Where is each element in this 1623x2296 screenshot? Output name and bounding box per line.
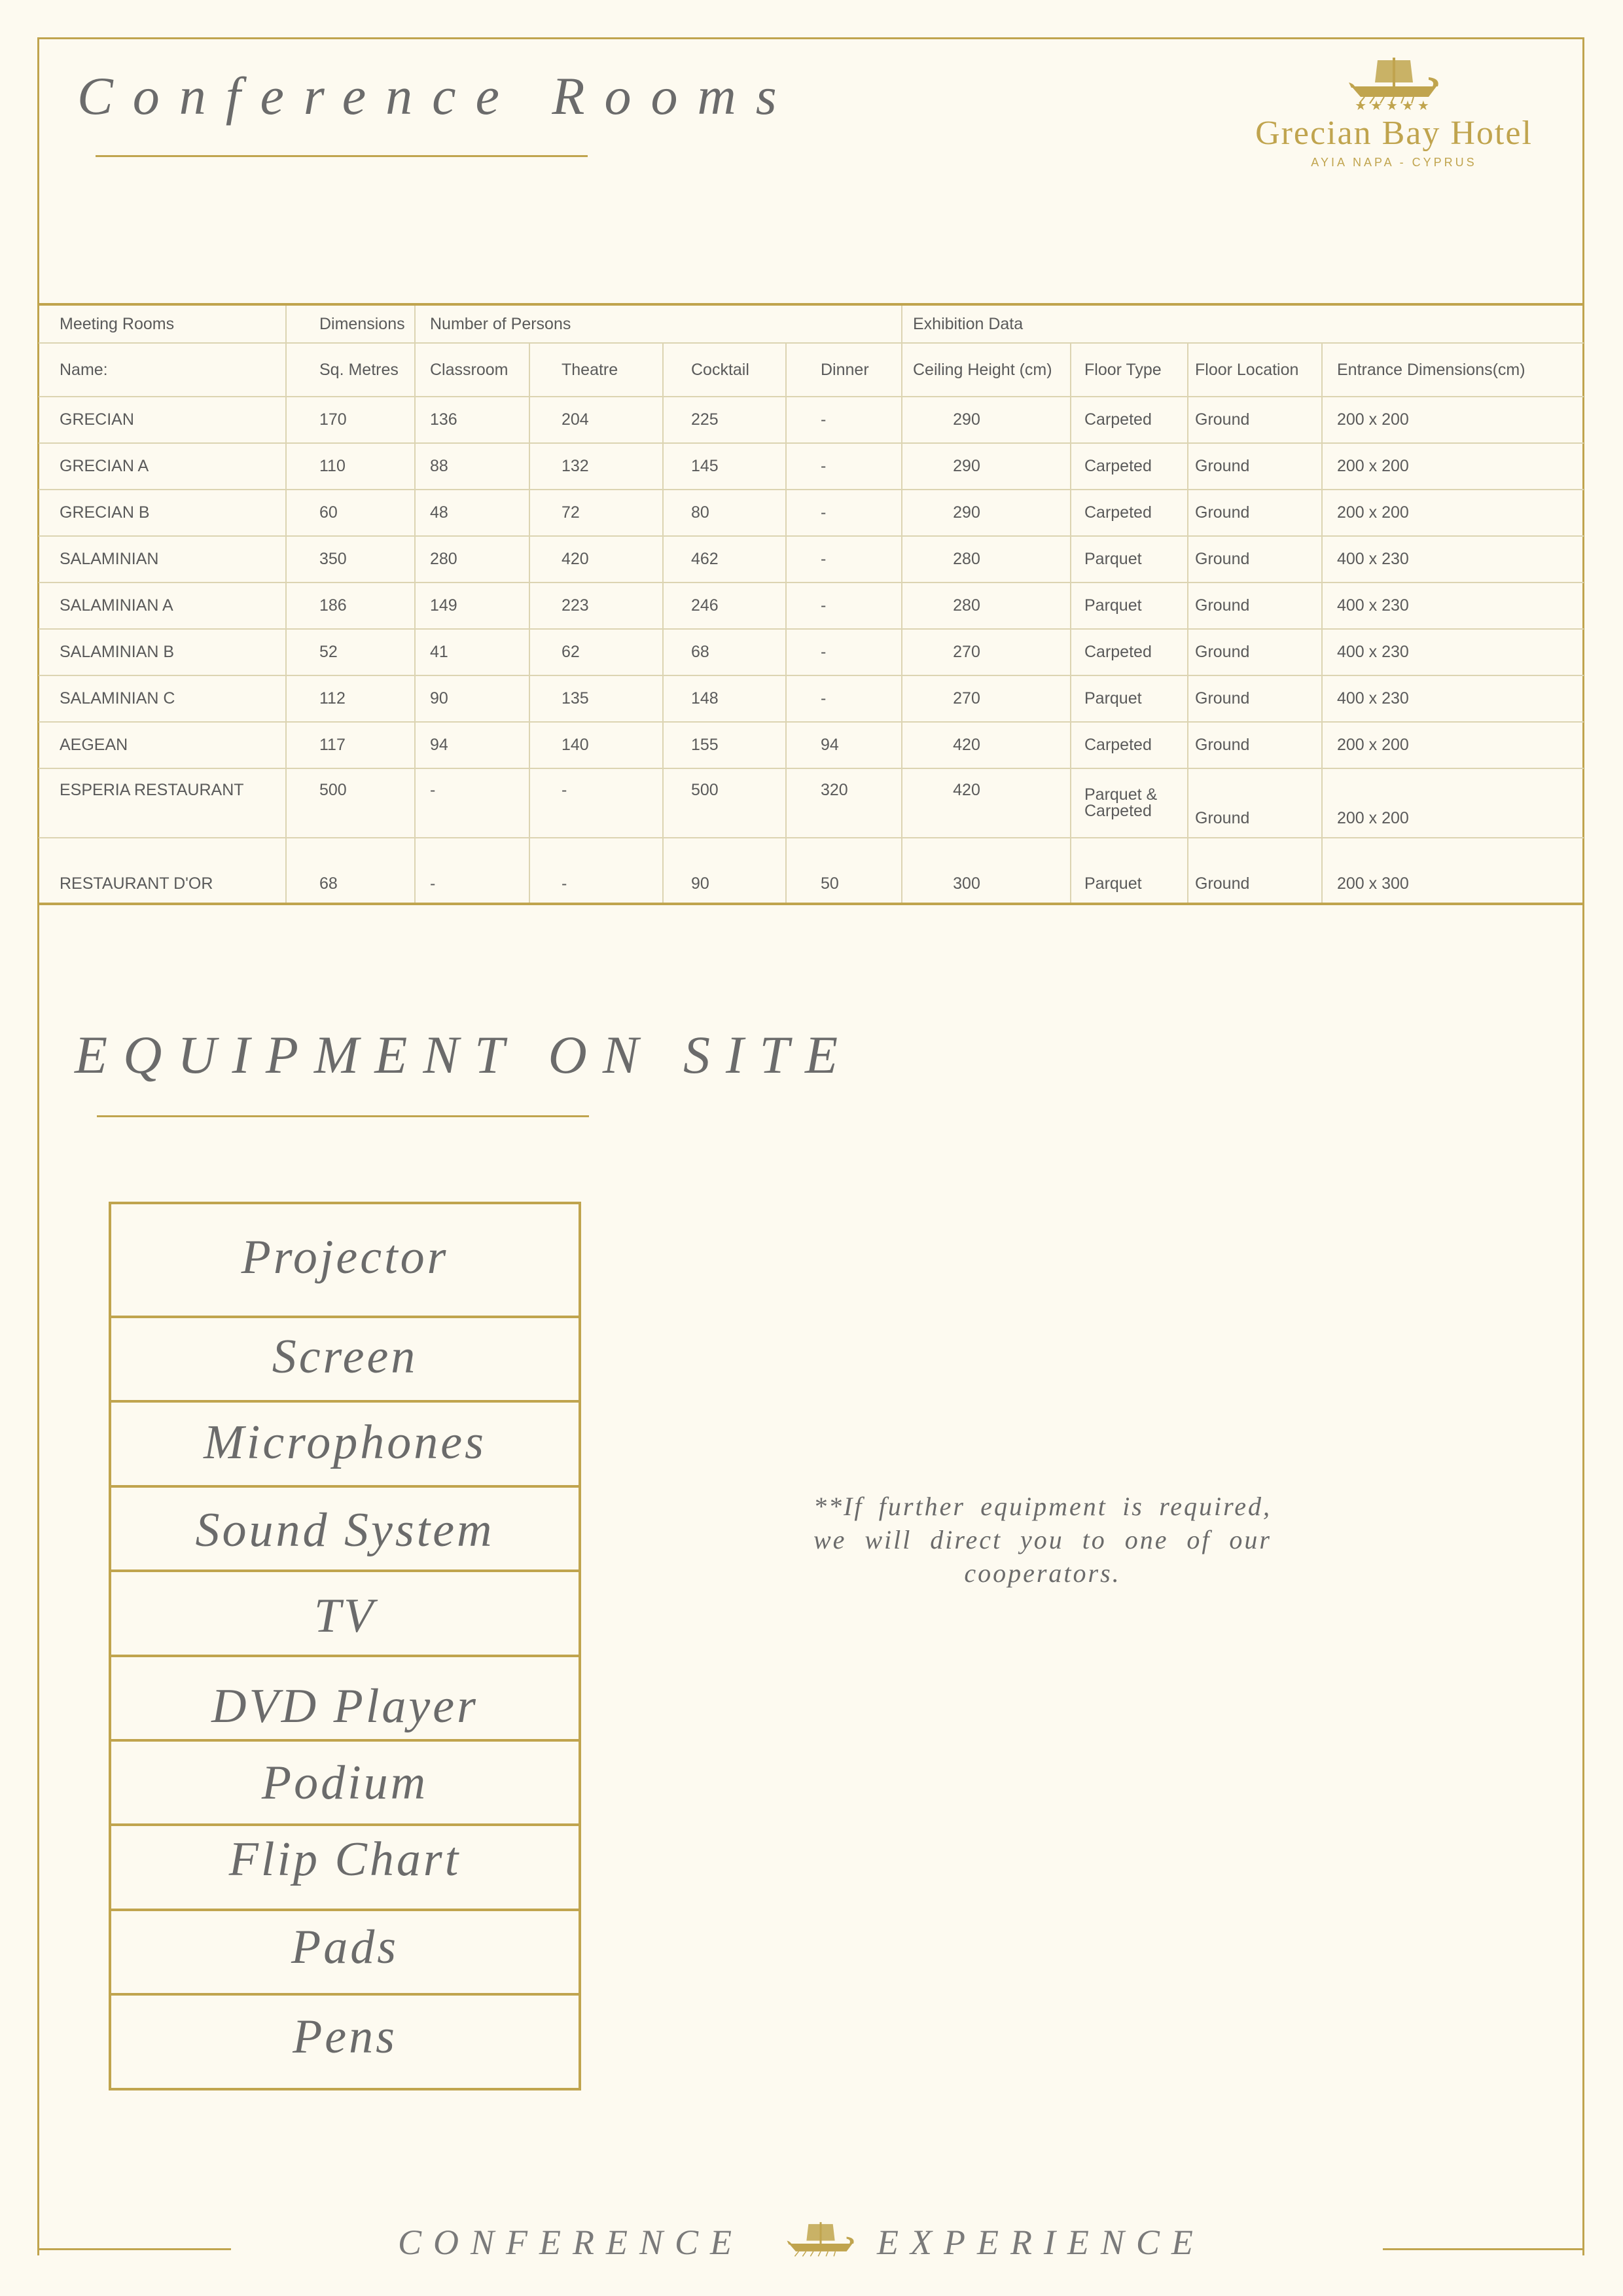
table-cell: 132 xyxy=(529,443,663,490)
group-header-dimensions: Dimensions xyxy=(286,304,415,343)
table-cell: GRECIAN xyxy=(39,397,286,443)
equipment-item: Pads xyxy=(111,1911,579,1996)
equipment-item: TV xyxy=(111,1572,579,1657)
page-frame-top xyxy=(37,37,1584,39)
table-cell: 135 xyxy=(529,675,663,722)
table-cell: Parquet & Carpeted xyxy=(1071,768,1188,838)
table-cell: Parquet xyxy=(1071,583,1188,629)
table-cell: Parquet xyxy=(1071,675,1188,722)
table-cell: 300 xyxy=(902,838,1071,904)
table-cell: SALAMINIAN A xyxy=(39,583,286,629)
table-cell: Carpeted xyxy=(1071,722,1188,768)
column-header: Ceiling Height (cm) xyxy=(902,343,1071,397)
table-cell: 500 xyxy=(286,768,415,838)
table-row xyxy=(39,443,1584,490)
table-cell: 136 xyxy=(415,397,529,443)
ship-icon xyxy=(1345,58,1443,105)
table-cell: 223 xyxy=(529,583,663,629)
column-header: Floor Location xyxy=(1188,343,1322,397)
table-cell: 90 xyxy=(415,675,529,722)
table-cell: AEGEAN xyxy=(39,722,286,768)
equipment-item: Screen xyxy=(111,1318,579,1403)
table-cell: 420 xyxy=(902,722,1071,768)
table-cell: 320 xyxy=(786,768,902,838)
table-cell: 60 xyxy=(286,490,415,536)
table-row xyxy=(39,768,1584,838)
table-cell: 290 xyxy=(902,443,1071,490)
equipment-item: DVD Player xyxy=(111,1657,579,1742)
equipment-item: Flip Chart xyxy=(111,1826,579,1911)
table-cell: 200 x 200 xyxy=(1322,397,1584,443)
table-row xyxy=(39,536,1584,583)
equipment-list xyxy=(109,1202,581,2090)
table-cell: Ground xyxy=(1188,768,1322,838)
title-underline xyxy=(96,155,588,157)
table-cell: 200 x 200 xyxy=(1322,722,1584,768)
table-cell: 140 xyxy=(529,722,663,768)
table-cell: ESPERIA RESTAURANT xyxy=(39,768,286,838)
hotel-name: Grecian Bay Hotel xyxy=(1255,115,1533,152)
ship-icon xyxy=(784,2218,857,2261)
hotel-logo xyxy=(1224,58,1564,182)
column-header: Dinner xyxy=(786,343,902,397)
table-cell: GRECIAN A xyxy=(39,443,286,490)
table-cell: - xyxy=(786,443,902,490)
table-cell: Ground xyxy=(1188,397,1322,443)
table-cell: 290 xyxy=(902,490,1071,536)
table-cell: SALAMINIAN B xyxy=(39,629,286,675)
table-cell: 68 xyxy=(663,629,786,675)
table-cell: 68 xyxy=(286,838,415,904)
table-cell: Carpeted xyxy=(1071,443,1188,490)
group-header-exhibition-data: Exhibition Data xyxy=(902,304,1584,343)
table-cell: - xyxy=(786,583,902,629)
equipment-item: Microphones xyxy=(111,1403,579,1488)
column-header: Theatre xyxy=(529,343,663,397)
page-frame-bottom-right xyxy=(1383,2248,1584,2250)
table-cell: 280 xyxy=(415,536,529,583)
table-cell: Carpeted xyxy=(1071,629,1188,675)
table-cell: SALAMINIAN C xyxy=(39,675,286,722)
table-cell: - xyxy=(415,768,529,838)
equipment-underline xyxy=(97,1115,589,1117)
table-cell: 246 xyxy=(663,583,786,629)
table-cell: 280 xyxy=(902,536,1071,583)
table-cell: - xyxy=(786,675,902,722)
table-cell: 41 xyxy=(415,629,529,675)
group-header-number-of-persons: Number of Persons xyxy=(415,304,902,343)
page-frame-bottom-left xyxy=(37,2248,231,2250)
table-cell: 270 xyxy=(902,675,1071,722)
table-row xyxy=(39,490,1584,536)
column-header: Cocktail xyxy=(663,343,786,397)
table-cell: - xyxy=(786,490,902,536)
table-cell: 400 x 230 xyxy=(1322,583,1584,629)
table-cell: 200 x 200 xyxy=(1322,443,1584,490)
equipment-note: **If further equipment is required, we will direct you to one of our cooperators. xyxy=(813,1492,1272,1588)
table-cell: 90 xyxy=(663,838,786,904)
table-cell: 420 xyxy=(529,536,663,583)
column-header: Floor Type xyxy=(1071,343,1188,397)
table-cell: 290 xyxy=(902,397,1071,443)
table-cell: 72 xyxy=(529,490,663,536)
column-header: Entrance Dimensions(cm) xyxy=(1322,343,1584,397)
table-cell: Ground xyxy=(1188,536,1322,583)
table-cell: 148 xyxy=(663,675,786,722)
table-cell: 48 xyxy=(415,490,529,536)
table-cell: Parquet xyxy=(1071,838,1188,904)
table-row xyxy=(39,629,1584,675)
table-row xyxy=(39,838,1584,904)
hotel-location: AYIA NAPA - CYPRUS xyxy=(1311,156,1477,169)
table-row xyxy=(39,722,1584,768)
column-header: Classroom xyxy=(415,343,529,397)
table-cell: 420 xyxy=(902,768,1071,838)
table-cell: 170 xyxy=(286,397,415,443)
table-row xyxy=(39,397,1584,443)
table-cell: 400 x 230 xyxy=(1322,629,1584,675)
table-cell: 204 xyxy=(529,397,663,443)
table-cell: - xyxy=(786,536,902,583)
table-cell: 94 xyxy=(415,722,529,768)
table-cell: - xyxy=(415,838,529,904)
table-cell: 50 xyxy=(786,838,902,904)
table-cell: Carpeted xyxy=(1071,397,1188,443)
table-cell: - xyxy=(786,397,902,443)
table-cell: 145 xyxy=(663,443,786,490)
equipment-item: Pens xyxy=(293,2010,397,2064)
table-cell: 52 xyxy=(286,629,415,675)
table-cell: 80 xyxy=(663,490,786,536)
conference-rooms-table xyxy=(39,303,1584,905)
table-cell: - xyxy=(529,838,663,904)
table-row xyxy=(39,583,1584,629)
table-cell: 117 xyxy=(286,722,415,768)
table-cell: 155 xyxy=(663,722,786,768)
table-cell: Ground xyxy=(1188,722,1322,768)
table-cell: 112 xyxy=(286,675,415,722)
table-cell: RESTAURANT D'OR xyxy=(39,838,286,904)
table-cell: 225 xyxy=(663,397,786,443)
table-cell: 462 xyxy=(663,536,786,583)
table-cell: 350 xyxy=(286,536,415,583)
column-header: Sq. Metres xyxy=(286,343,415,397)
table-cell: 270 xyxy=(902,629,1071,675)
table-cell: 400 x 230 xyxy=(1322,536,1584,583)
equipment-item: Podium xyxy=(111,1742,579,1826)
table-cell: 200 x 300 xyxy=(1322,838,1584,904)
table-cell: Carpeted xyxy=(1071,490,1188,536)
table-cell: 200 x 200 xyxy=(1322,768,1584,838)
table-cell: 94 xyxy=(786,722,902,768)
footer-left-text: CONFERENCE xyxy=(398,2223,743,2262)
equipment-item: Sound System xyxy=(111,1488,579,1572)
table-cell: Parquet xyxy=(1071,536,1188,583)
equipment-item: Projector xyxy=(111,1204,579,1318)
table-cell: 186 xyxy=(286,583,415,629)
table-cell: - xyxy=(529,768,663,838)
footer xyxy=(398,2222,1222,2274)
footer-right-text: EXPERIENCE xyxy=(877,2223,1205,2262)
table-cell: Ground xyxy=(1188,629,1322,675)
table-cell: GRECIAN B xyxy=(39,490,286,536)
table-cell: SALAMINIAN xyxy=(39,536,286,583)
table-cell: 400 x 230 xyxy=(1322,675,1584,722)
table-cell: 88 xyxy=(415,443,529,490)
group-header-meeting-rooms: Meeting Rooms xyxy=(39,304,286,343)
table-cell: Ground xyxy=(1188,838,1322,904)
table-cell: - xyxy=(786,629,902,675)
table-cell: 500 xyxy=(663,768,786,838)
table-cell: Ground xyxy=(1188,443,1322,490)
table-cell: Ground xyxy=(1188,583,1322,629)
table-cell: 200 x 200 xyxy=(1322,490,1584,536)
column-header: Name: xyxy=(39,343,286,397)
table-cell: 149 xyxy=(415,583,529,629)
table-row xyxy=(39,675,1584,722)
equipment-title: EQUIPMENT ON SITE xyxy=(75,1025,854,1085)
table-cell: 280 xyxy=(902,583,1071,629)
table-cell: Ground xyxy=(1188,490,1322,536)
hotel-stars: ★★★★★ xyxy=(1355,99,1433,113)
table-cell: Ground xyxy=(1188,675,1322,722)
table-cell: 62 xyxy=(529,629,663,675)
page-title: Conference Rooms xyxy=(77,66,796,126)
table-cell: 110 xyxy=(286,443,415,490)
